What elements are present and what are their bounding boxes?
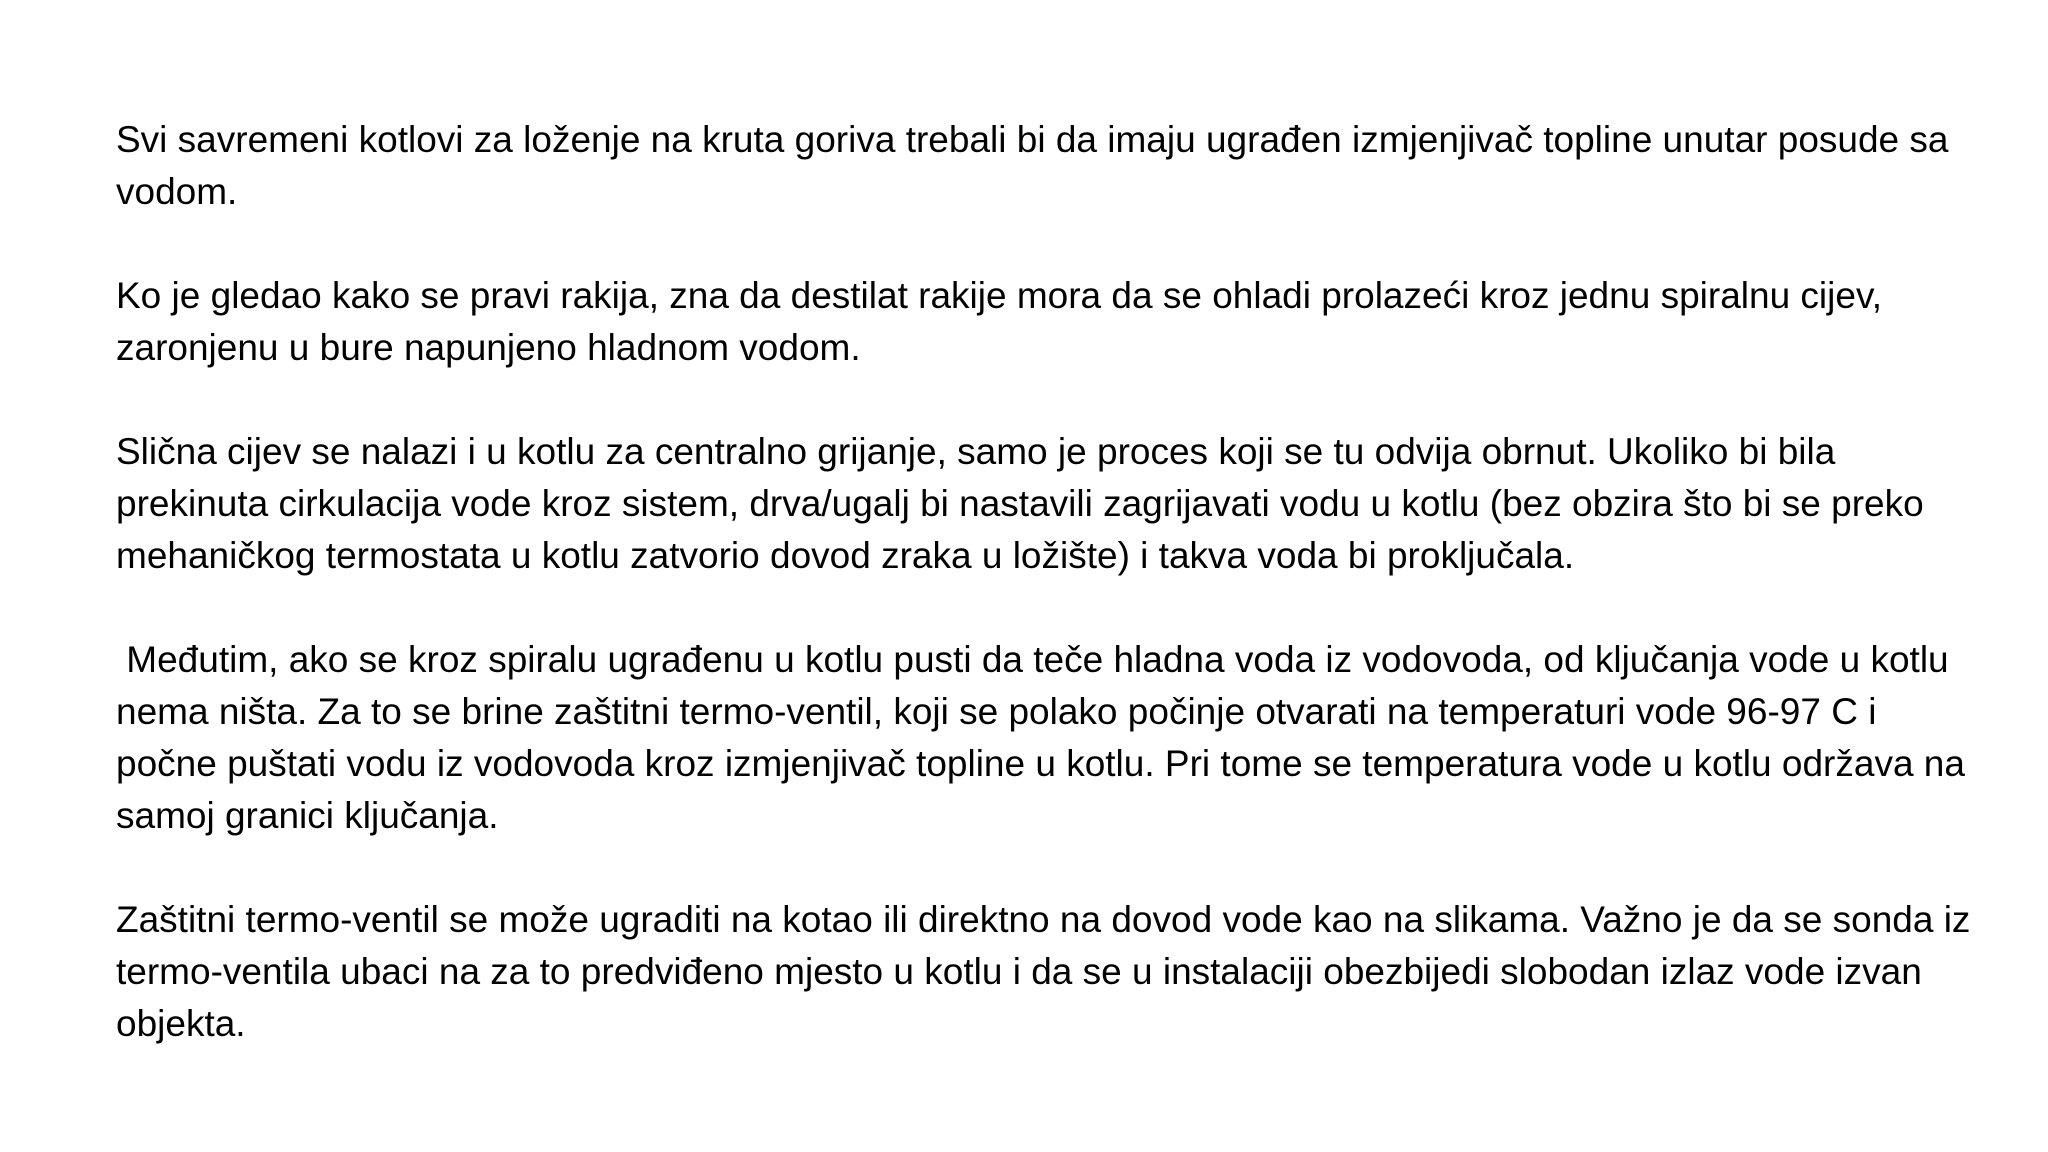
paragraph-5: Zaštitni termo-ventil se može ugraditi na kotao ili direktno na dovod vode kao na slikama. Važno je da se sonda iz termo-ventila ubaci na za to predviđeno mjesto u kotlu i da se u instalaciji obezbijedi slobodan izlaz vode izvan objekta. [116,899,1981,1044]
paragraph-2: Ko je gledao kako se pravi rakija, zna da destilat rakije mora da se ohladi prolazeći kroz jednu spiralnu cijev, zaronjenu u bure napunjeno hladnom vodom. [116,275,1893,368]
paragraph-1: Svi savremeni kotlovi za loženje na kruta goriva trebali bi da imaju ugrađen izmjenjivač topline unutar posude sa vodom. [116,119,1959,212]
paragraph-3: Slična cijev se nalazi i u kotlu za centralno grijanje, samo je proces koji se tu odvija obrnut. Ukoliko bi bila prekinuta cirkulacija vode kroz sistem, drva/ugalj bi nastavili zagrijavati vodu u kotlu (bez obzira što bi se preko mehaničkog termostata u kotlu zatvorio dovod zraka u ložište) i takva voda bi proključala. [116,431,1934,576]
paragraph-4: Međutim, ako se kroz spiralu ugrađenu u kotlu pusti da teče hladna voda iz vodovoda, od ključanja vode u kotlu nema ništa. Za to se brine zaštitni termo-ventil, koji se polako počinje otvarati na temperaturi vode 96-97 C i počne puštati vodu iz vodovoda kroz izmjenjivač topline u kotlu. Pri tome se temperatura vode u kotlu održava na samoj granici ključanja. [116,639,1976,836]
body-text [116,114,1981,1050]
